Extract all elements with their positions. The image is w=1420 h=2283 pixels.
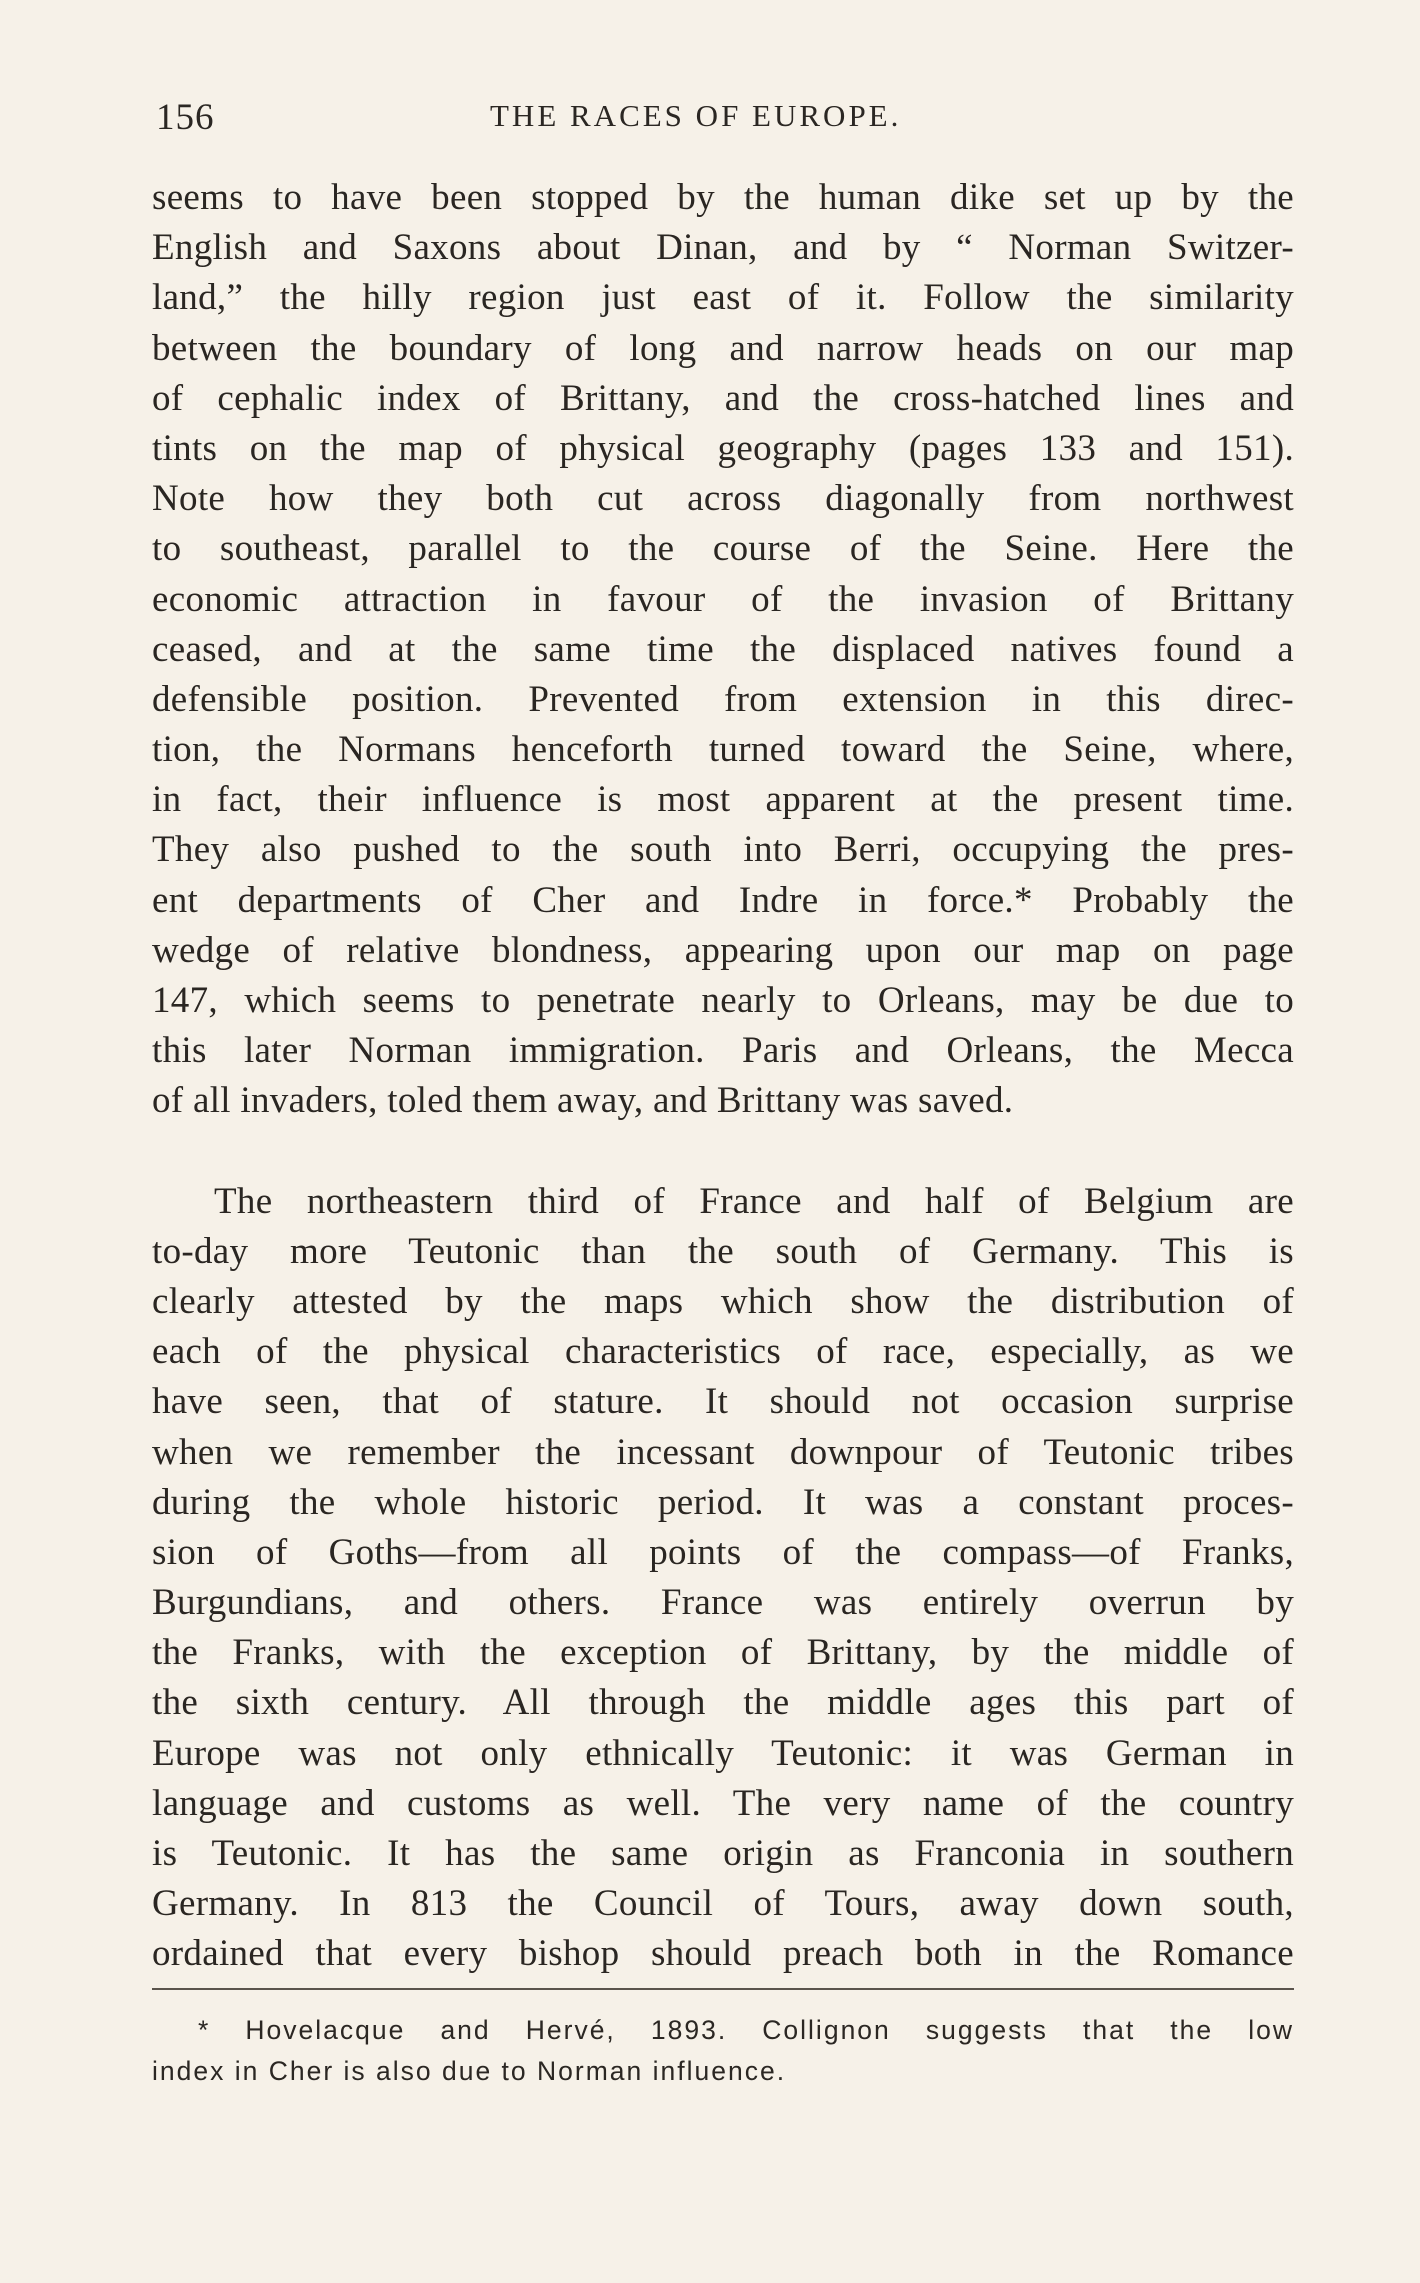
text-line: during the whole historic period. It was a constant proces-: [152, 1481, 1294, 1523]
text-line: to southeast, parallel to the course of the Seine. Here the: [152, 528, 1294, 570]
text-line: ceased, and at the same time the displaced natives found a: [152, 628, 1294, 670]
text-line: the Franks, with the exception of Brittany, by the middle of: [152, 1632, 1294, 1674]
text-line: English and Saxons about Dinan, and by “ Norman Switzer-: [152, 227, 1294, 269]
text-line: the sixth century. All through the middle ages this part of: [152, 1682, 1294, 1724]
running-head: THE RACES OF EUROPE.: [490, 98, 902, 133]
footnote-rule: [152, 1988, 1294, 1990]
body-text: [152, 173, 1294, 1980]
text-line: The northeastern third of France and half of Belgium are: [214, 1180, 1294, 1222]
text-line: of all invaders, toled them away, and Brittany was saved.: [152, 1080, 1014, 1122]
text-line: when we remember the incessant downpour of Teutonic tribes: [152, 1431, 1294, 1473]
text-line: Europe was not only ethnically Teutonic: it was German in: [152, 1732, 1294, 1774]
text-line: wedge of relative blondness, appearing upon our map on page: [152, 929, 1294, 971]
text-line: is Teutonic. It has the same origin as Franconia in southern: [152, 1833, 1294, 1874]
text-line: between the boundary of long and narrow heads on our map: [152, 327, 1294, 369]
footnote: [152, 2010, 1294, 2092]
footnote-line: * Hovelacque and Hervé, 1893. Collignon suggests that the low: [198, 2015, 1294, 2045]
text-line: ent departments of Cher and Indre in force.* Probably the: [152, 879, 1294, 921]
paragraph-2: [152, 1177, 1294, 1980]
text-line: ordained that every bishop should preach both in the Romance: [152, 1933, 1294, 1975]
text-line: Note how they both cut across diagonally from northwest: [152, 478, 1294, 520]
text-line: Germany. In 813 the Council of Tours, away down south,: [152, 1883, 1294, 1925]
text-line: tints on the map of physical geography (pages 133 and 151).: [152, 427, 1294, 469]
text-line: tion, the Normans henceforth turned toward the Seine, where,: [152, 729, 1294, 771]
text-line: Burgundians, and others. France was entirely overrun by: [152, 1582, 1294, 1624]
text-line: economic attraction in favour of the invasion of Brittany: [152, 578, 1294, 620]
text-line: defensible position. Prevented from extension in this direc-: [152, 678, 1294, 720]
text-line: have seen, that of stature. It should not occasion surprise: [152, 1381, 1294, 1423]
text-line: in fact, their influence is most apparent at the present time.: [152, 779, 1294, 821]
text-line: language and customs as well. The very name of the country: [152, 1782, 1294, 1824]
text-line: sion of Goths—from all points of the compass—of Franks,: [152, 1531, 1294, 1573]
footnote-line: index in Cher is also due to Norman influence.: [152, 2056, 787, 2086]
text-line: of cephalic index of Brittany, and the cross-hatched lines and: [152, 377, 1294, 419]
text-line: 147, which seems to penetrate nearly to Orleans, may be due to: [152, 980, 1294, 1021]
page-number: 156: [156, 97, 215, 138]
paragraph-1: [152, 173, 1294, 1127]
paragraph-spacer: [152, 1127, 1294, 1177]
text-line: to-day more Teutonic than the south of Germany. This is: [152, 1230, 1294, 1272]
text-line: They also pushed to the south into Berri, occupying the pres-: [152, 829, 1294, 871]
text-line: seems to have been stopped by the human dike set up by the: [152, 177, 1294, 218]
text-line: land,” the hilly region just east of it. Follow the similarity: [152, 277, 1294, 319]
page-header: [150, 90, 1292, 150]
text-line: each of the physical characteristics of race, especially, as we: [152, 1331, 1294, 1373]
text-line: clearly attested by the maps which show the distribution of: [152, 1280, 1294, 1322]
text-line: this later Norman immigration. Paris and Orleans, the Mecca: [152, 1030, 1294, 1072]
